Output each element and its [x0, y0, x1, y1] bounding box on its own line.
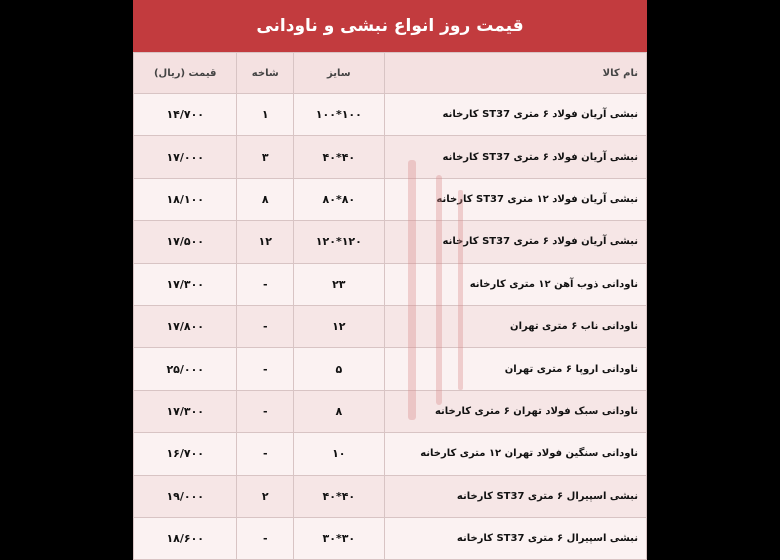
cell-price: ۱۷/۳۰۰ — [134, 263, 237, 305]
cell-price: ۱۸/۶۰۰ — [134, 517, 237, 559]
header-size: سایز — [294, 53, 385, 94]
page-title: قیمت روز انواع نبشی و ناودانی — [133, 0, 647, 52]
cell-pages: ۱ — [237, 94, 294, 136]
cell-price: ۱۷/۵۰۰ — [134, 221, 237, 263]
table-body — [134, 94, 647, 560]
cell-size: ۱۰ — [294, 433, 385, 475]
cell-size: ۸ — [294, 390, 385, 432]
cell-size: ۴۰*۴۰ — [294, 475, 385, 517]
cell-size: ۱۲ — [294, 305, 385, 347]
cell-price: ۱۷/۰۰۰ — [134, 136, 237, 178]
table-row — [134, 221, 647, 263]
cell-price: ۱۷/۸۰۰ — [134, 305, 237, 347]
cell-size: ۱۰۰*۱۰۰ — [294, 94, 385, 136]
cell-pages: ۸ — [237, 178, 294, 220]
header-price: قیمت (ریال) — [134, 53, 237, 94]
cell-name: ناودانی سنگین فولاد تهران ۱۲ متری کارخانه — [384, 433, 646, 475]
table-row — [134, 305, 647, 347]
cell-pages: ۳ — [237, 136, 294, 178]
cell-name: ناودانی ناب ۶ متری تهران — [384, 305, 646, 347]
table-row — [134, 475, 647, 517]
cell-name: نبشی آریان فولاد ۶ متری ST37 کارخانه — [384, 221, 646, 263]
cell-pages: - — [237, 305, 294, 347]
cell-price: ۱۸/۱۰۰ — [134, 178, 237, 220]
cell-pages: - — [237, 348, 294, 390]
cell-size: ۵ — [294, 348, 385, 390]
table-row — [134, 517, 647, 559]
cell-name: ناودانی اروپا ۶ متری تهران — [384, 348, 646, 390]
table-header-row — [134, 53, 647, 94]
cell-name: نبشی آریان فولاد ۶ متری ST37 کارخانه — [384, 136, 646, 178]
table-row — [134, 178, 647, 220]
cell-size: ۲۳ — [294, 263, 385, 305]
cell-pages: - — [237, 263, 294, 305]
cell-pages: - — [237, 433, 294, 475]
cell-name: ناودانی سبک فولاد تهران ۶ متری کارخانه — [384, 390, 646, 432]
table-row — [134, 94, 647, 136]
header-name: نام کالا — [384, 53, 646, 94]
cell-name: نبشی آریان فولاد ۱۲ متری ST37 کارخانه — [384, 178, 646, 220]
cell-price: ۱۴/۷۰۰ — [134, 94, 237, 136]
header-pages: شاخه — [237, 53, 294, 94]
table-row — [134, 433, 647, 475]
cell-size: ۸۰*۸۰ — [294, 178, 385, 220]
table-row — [134, 390, 647, 432]
cell-pages: - — [237, 390, 294, 432]
cell-size: ۴۰*۴۰ — [294, 136, 385, 178]
cell-name: نبشی آریان فولاد ۶ متری ST37 کارخانه — [384, 94, 646, 136]
cell-name: نبشی اسپیرال ۶ متری ST37 کارخانه — [384, 475, 646, 517]
cell-price: ۱۹/۰۰۰ — [134, 475, 237, 517]
table-row — [134, 263, 647, 305]
cell-name: ناودانی ذوب آهن ۱۲ متری کارخانه — [384, 263, 646, 305]
price-table — [133, 52, 647, 560]
table-row — [134, 348, 647, 390]
price-sheet — [133, 0, 647, 560]
cell-price: ۱۶/۷۰۰ — [134, 433, 237, 475]
cell-name: نبشی اسپیرال ۶ متری ST37 کارخانه — [384, 517, 646, 559]
cell-pages: ۲ — [237, 475, 294, 517]
table-row — [134, 136, 647, 178]
cell-price: ۲۵/۰۰۰ — [134, 348, 237, 390]
cell-size: ۱۲۰*۱۲۰ — [294, 221, 385, 263]
cell-price: ۱۷/۳۰۰ — [134, 390, 237, 432]
cell-size: ۳۰*۳۰ — [294, 517, 385, 559]
cell-pages: - — [237, 517, 294, 559]
cell-pages: ۱۲ — [237, 221, 294, 263]
